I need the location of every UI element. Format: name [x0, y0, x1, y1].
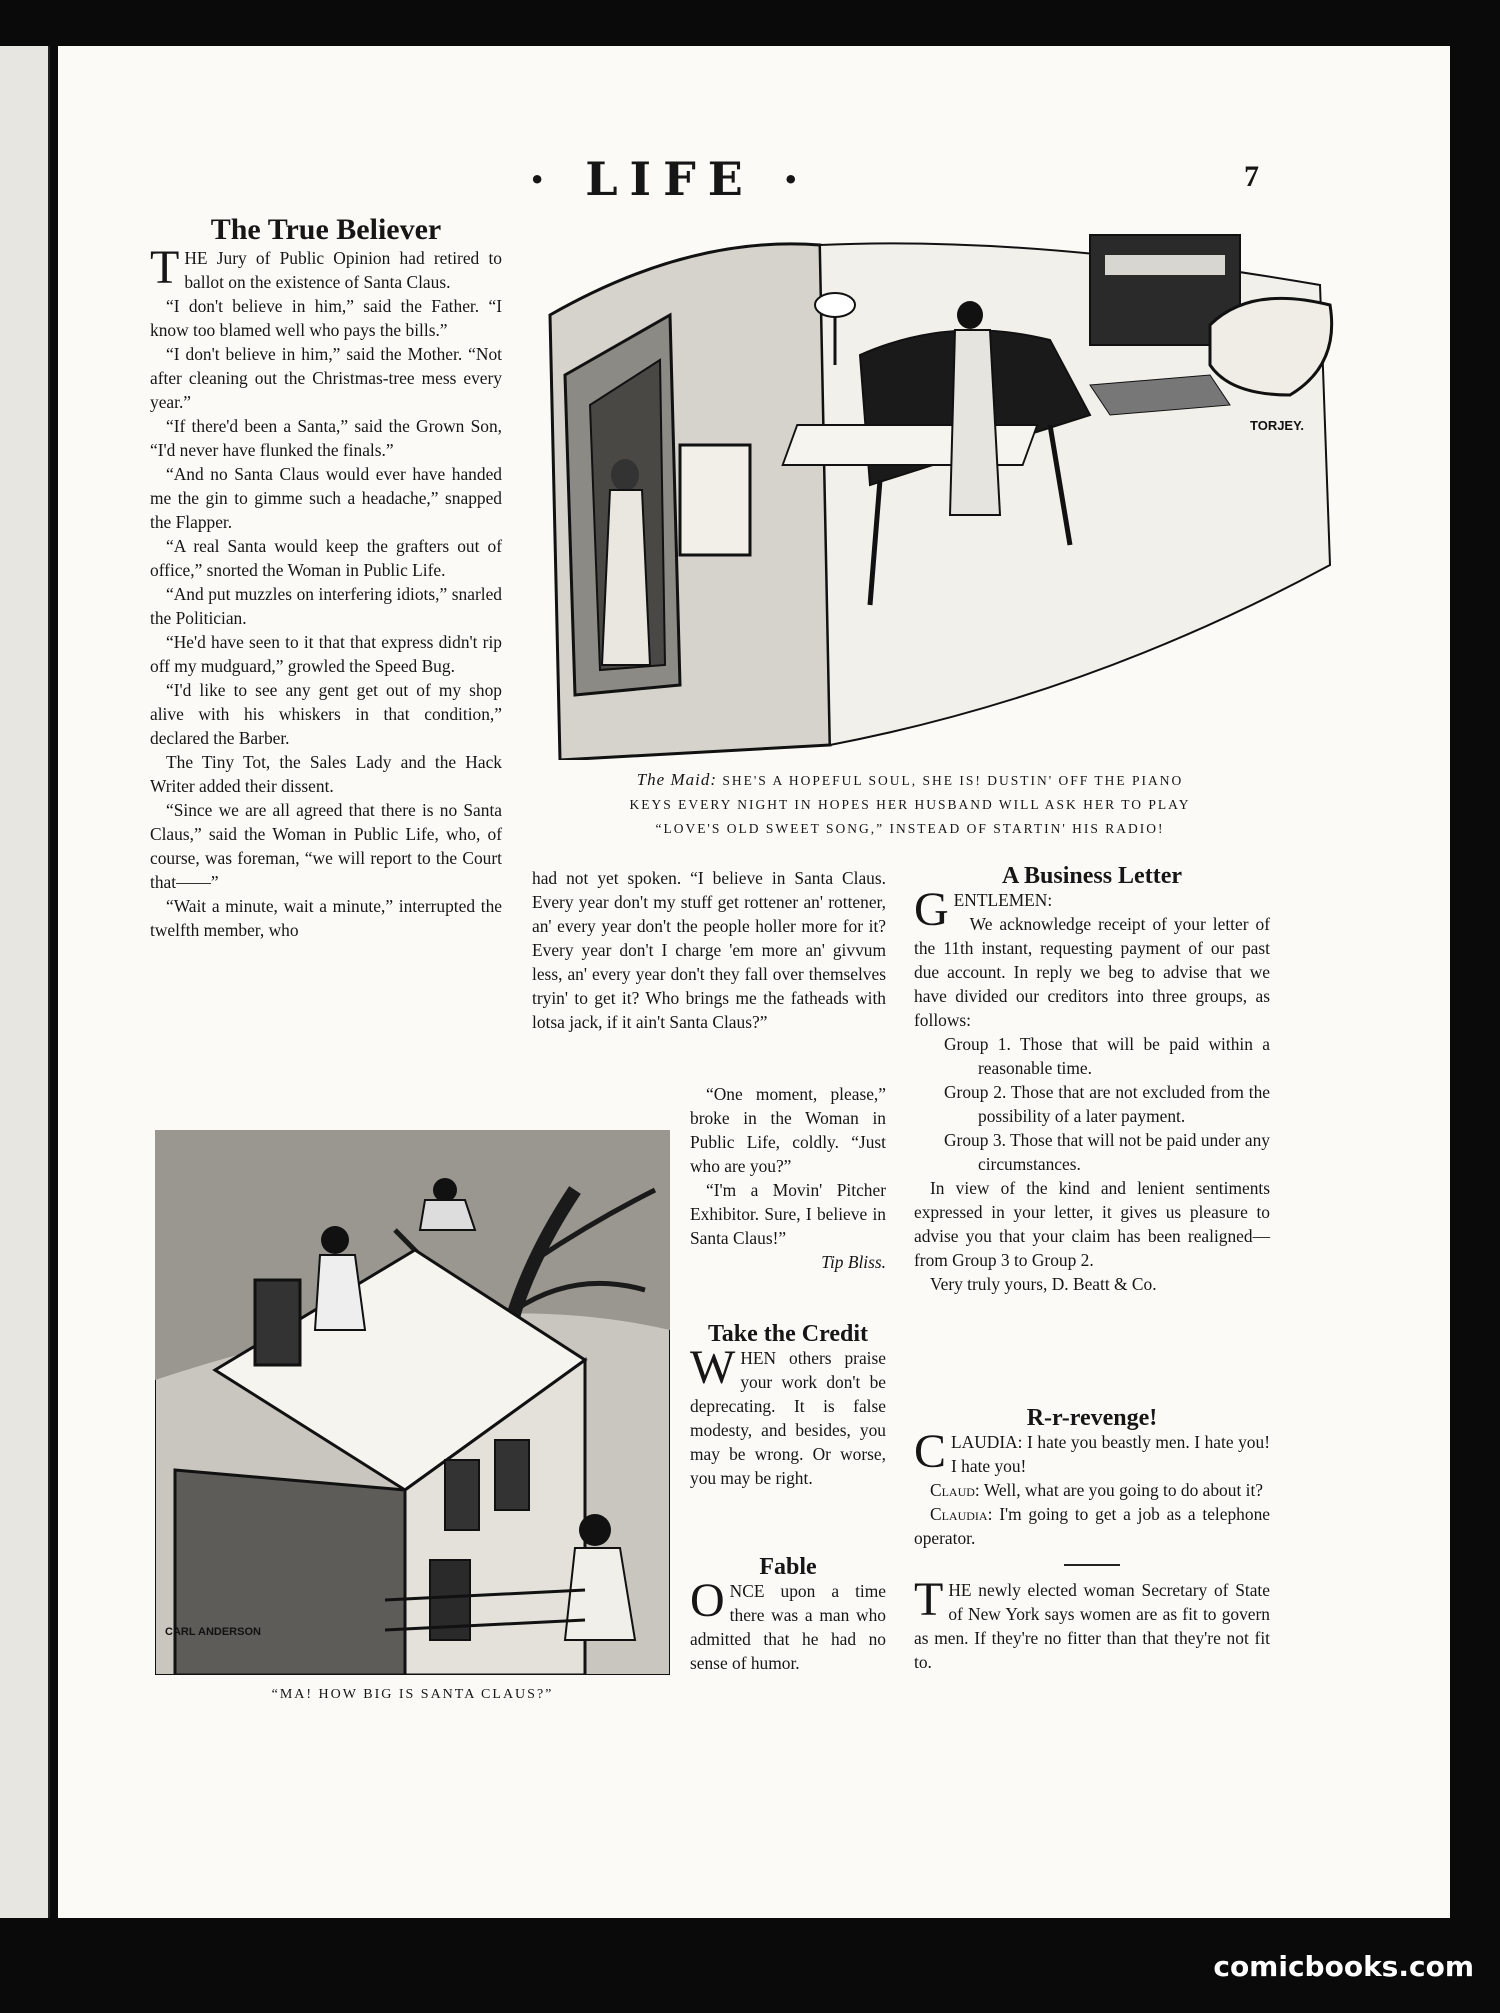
site-watermark: comicbooks.com	[1213, 1950, 1474, 1983]
true-believer-para-1: THE Jury of Public Opinion had retired to ballot on the existence of Santa Claus.	[150, 241, 502, 294]
maid-piano-illustration	[530, 225, 1350, 760]
continuation-para: had not yet spoken. “I believe in Santa Claus. Every year don't my stuff get rottener an' rottener, an' every year don't the people holler more for it? Every year don't I charge 'em more an' givvum less, an' every year don't they fall over themselves tryin' to get it? Who brings me the fatheads with lotsa jack, if it ain't Santa Claus?”	[532, 868, 886, 1032]
continuation-para: “One moment, please,” broke in the Woman in Public Life, coldly. “Just who are you?”	[690, 1084, 886, 1176]
true-believer-column	[150, 213, 502, 942]
take-credit-section	[690, 1322, 886, 1490]
adjacent-page-edge	[0, 46, 50, 1918]
continuation-para: “I'm a Movin' Pitcher Exhibitor. Sure, I believe in Santa Claus!”	[690, 1180, 886, 1248]
letter-body: We acknowledge receipt of your letter of the 11th instant, requesting payment of our past due account. In reply we beg to advise that we have divided our creditors into three groups, as follows:	[914, 914, 1270, 1030]
take-credit-text: WHEN others praise your work don't be deprecating. It is false modesty, and besides, you may be wrong. Or worse, you may be right.	[690, 1341, 886, 1488]
caption-speaker: The Maid:	[636, 770, 717, 789]
revenge-line: CLAUDIA: I hate you beastly men. I hate you! I hate you!	[914, 1425, 1270, 1478]
true-believer-para: “And no Santa Claus would ever have handed me the gin to gimme such a headache,” snapped the Flapper.	[150, 464, 502, 532]
maid-caption	[560, 768, 1260, 841]
revenge-line: Claudia: I'm going to get a job as a telephone operator.	[914, 1504, 1270, 1548]
business-letter-title: A Business Letter	[1002, 863, 1182, 889]
caption-line: KEYS EVERY NIGHT IN HOPES HER HUSBAND WILL ASK HER TO PLAY	[629, 797, 1191, 812]
santa-house-illustration	[155, 1130, 670, 1675]
masthead: · LIFE ·	[529, 152, 811, 206]
true-believer-para: “And put muzzles on interfering idiots,” snarled the Politician.	[150, 584, 502, 628]
creditor-groups	[914, 1032, 1270, 1176]
letter-closing: In view of the kind and lenient sentiments expressed in your letter, it gives us pleasure to advise you that your claim has been realigned—from Group 3 to Group 2.	[914, 1178, 1270, 1270]
revenge-line: Claud: Well, what are you going to do about it?	[930, 1480, 1264, 1500]
true-believer-para: “Wait a minute, wait a minute,” interrupted the twelfth member, who	[150, 896, 502, 940]
take-credit-title: Take the Credit	[707, 1321, 868, 1347]
true-believer-para: “I don't believe in him,” said the Father. “I know too blamed well who pays the bills.”	[150, 296, 502, 340]
revenge-title: R-r-revenge!	[1026, 1405, 1158, 1431]
true-believer-title: The True Believer	[210, 213, 442, 246]
true-believer-para: “A real Santa would keep the grafters out of office,” snorted the Woman in Public Life.	[150, 536, 502, 580]
true-believer-para: “I don't believe in him,” said the Mother. “Not after cleaning out the Christmas-tree mess every year.”	[150, 344, 502, 412]
section-divider	[1064, 1564, 1120, 1566]
fable-title: Fable	[759, 1554, 817, 1580]
santa-signature: CARL ANDERSON	[165, 1626, 261, 1638]
true-believer-para: “I'd like to see any gent get out of my shop alive with his whiskers in that condition,” declared the Barber.	[150, 680, 502, 748]
page-number: 7	[1244, 160, 1259, 193]
caption-line: SHE'S A HOPEFUL SOUL, SHE IS! DUSTIN' OFF THE PIANO	[722, 773, 1184, 788]
secretary-paragraph: THE newly elected woman Secretary of State of New York says women are as fit to govern as men. If they're no fitter than that they're not fit to.	[914, 1573, 1270, 1672]
true-believer-para: “Since we are all agreed that there is no Santa Claus,” said the Woman in Public Life, who, of course, was foreman, “we will report to the Court that——”	[150, 800, 502, 892]
author-credit: Tip Bliss.	[821, 1252, 886, 1272]
fable-section	[690, 1555, 886, 1675]
santa-caption: “MA! HOW BIG IS SANTA CLAUS?”	[271, 1687, 554, 1702]
maid-signature: TORJEY.	[1250, 418, 1304, 433]
business-letter-section	[914, 864, 1270, 1296]
caption-line: “LOVE'S OLD SWEET SONG,” INSTEAD OF STARTIN' HIS RADIO!	[655, 821, 1165, 836]
true-believer-continuation	[532, 866, 886, 1034]
letter-signoff: Very truly yours, D. Beatt & Co.	[930, 1274, 1157, 1294]
group-item: Group 1. Those that will be paid within a reasonable time.	[944, 1034, 1270, 1078]
true-believer-para: The Tiny Tot, the Sales Lady and the Hack Writer added their dissent.	[150, 752, 502, 796]
true-believer-continuation-narrow	[690, 1082, 886, 1274]
group-item: Group 3. Those that will not be paid under any circumstances.	[944, 1130, 1270, 1174]
true-believer-para: “If there'd been a Santa,” said the Grown Son, “I'd never have flunked the finals.”	[150, 416, 502, 460]
salutation: GENTLEMEN:	[914, 883, 1053, 936]
true-believer-para: “He'd have seen to it that that express didn't rip off my mudguard,” growled the Speed Bug.	[150, 632, 502, 676]
group-item: Group 2. Those that are not excluded from the possibility of a later payment.	[944, 1082, 1270, 1126]
revenge-section	[914, 1406, 1270, 1674]
fable-text: ONCE upon a time there was a man who admitted that he had no sense of humor.	[690, 1574, 886, 1673]
dropcap: T	[150, 241, 180, 294]
